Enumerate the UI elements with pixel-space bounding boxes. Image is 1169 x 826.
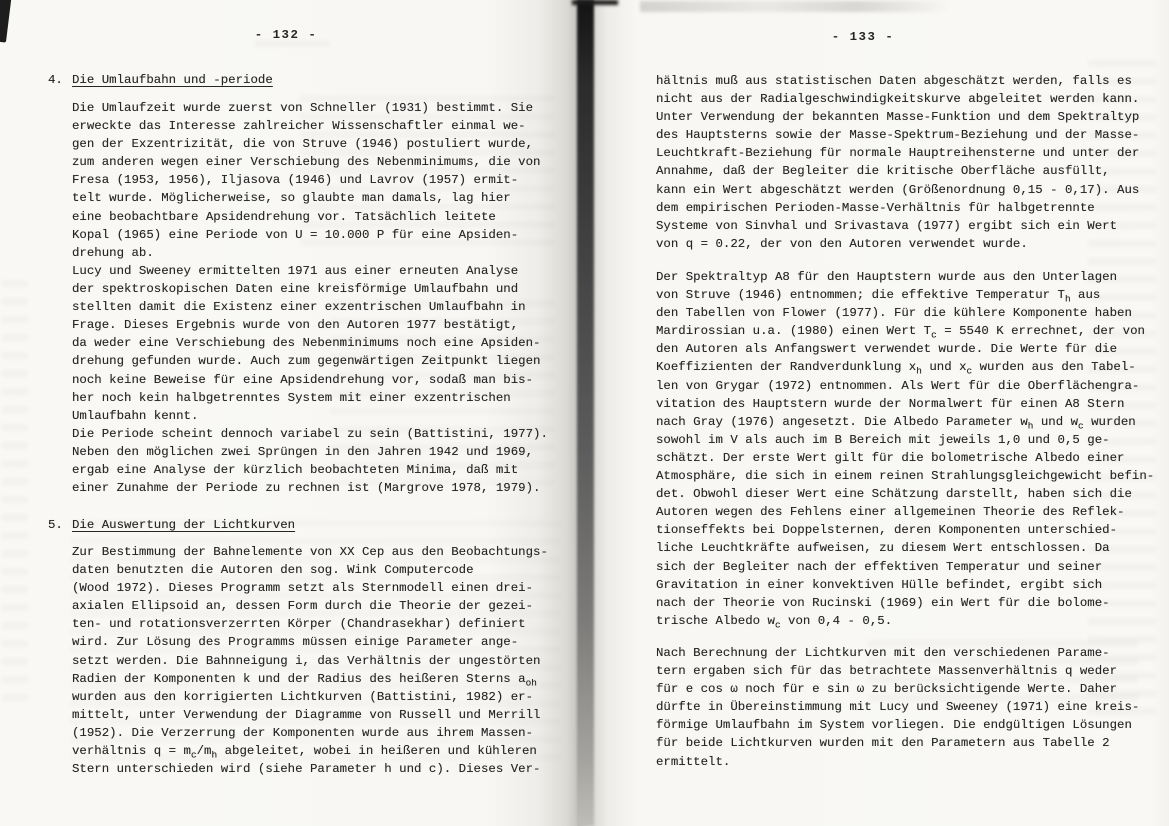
text-line: gen der Exzentrizität, die von Struve (1946) postuliert wurde, bbox=[72, 137, 534, 152]
text-line: von q = 0.22, der von den Autoren verwendet wurde. bbox=[656, 236, 1028, 251]
text-line: verhältnis $q = m_c/m_h$ abgeleitet, wobei in heißeren und kühleren bbox=[72, 744, 537, 761]
paragraph bbox=[656, 268, 1161, 630]
text-line: erweckte das Interesse zahlreicher Wissenschaftler einmal we- bbox=[72, 119, 526, 134]
text-line: Zur Bestimmung der Bahnelemente von XX Cep aus den Beobachtungs- bbox=[72, 545, 548, 559]
text-line: (1952). Die Verzerrung der Komponenten wurde aus ihrem Massen- bbox=[72, 725, 534, 740]
text-line: det. Obwohl dieser Wert eine Schätzung darstellt, haben sich die bbox=[656, 487, 1132, 502]
text-line: stellten damit die Existenz einer exzentrischen Umlaufbahn in bbox=[72, 300, 526, 315]
text-line: ergab eine Analyse der kürzlich beobachteten Minima, daß mit bbox=[72, 463, 519, 478]
text-line: des Hauptsterns sowie der Masse-Spektrum-Beziehung und der Masse- bbox=[656, 128, 1140, 143]
text-line: len von Grygar (1972) entnommen. Als Wert für die Oberflächengra- bbox=[656, 378, 1140, 393]
section-number: 5. bbox=[48, 518, 63, 532]
text-line: tionseffekts bei Doppelsternen, deren Komponenten unterschied- bbox=[656, 523, 1118, 538]
text-line: förmige Umlaufbahn im System vorliegen. Die endgültigen Lösungen bbox=[656, 718, 1132, 733]
page-gutter bbox=[577, 0, 594, 826]
text-line: tern ergaben sich für das betrachtete Massenverhältnis q weder bbox=[656, 664, 1118, 679]
text-line: Stern unterschieden wird (siehe Parameter h und c). Dieses Ver- bbox=[72, 762, 541, 777]
paragraph bbox=[72, 262, 572, 425]
text-line: Atmosphäre, die sich in einem reinen Strahlungsgleichgewicht befin- bbox=[656, 469, 1155, 484]
text-line: kann ein Wert abgeschätzt werden (Größenordnung 0,15 - 0,17). Aus bbox=[656, 182, 1140, 197]
text-line: nach Gray (1976) angesetzt. Die Albedo Parameter $w_h$ und $w_c$ wurden bbox=[656, 414, 1136, 432]
text-line: Nach Berechnung der Lichtkurven mit den verschiedenen Parame- bbox=[656, 646, 1110, 660]
section-number: 4. bbox=[48, 73, 63, 87]
text-line: Unter Verwendung der bekannten Masse-Funktion und dem Spektraltyp bbox=[656, 110, 1140, 125]
text-line: axialen Ellipsoid an, dessen Form durch die Theorie der gezei- bbox=[72, 599, 534, 614]
text-line: sich der Begleiter nach der effektiven Temperatur und seiner bbox=[656, 559, 1103, 574]
text-line: dürfte in Übereinstimmung mit Lucy und Sweeney (1971) eine kreis- bbox=[656, 700, 1140, 715]
text-line: dem empirischen Perioden-Masse-Verhältnis für halbgetrennte bbox=[656, 200, 1095, 215]
text-line: (Wood 1972). Dieses Programm setzt als Sternmodell einen drei- bbox=[72, 581, 534, 596]
text-line: Kopal (1965) eine Periode von U = 10.000 P für eine Apsiden- bbox=[72, 227, 519, 242]
text-line: Die Umlaufzeit wurde zuerst von Schneller (1931) bestimmt. Sie bbox=[72, 101, 534, 115]
text-line: Die Periode scheint dennoch variabel zu sein (Battistini, 1977). bbox=[72, 427, 548, 441]
text-line: schätzt. Der erste Wert gilt für die bolometrische Albedo einer bbox=[656, 450, 1125, 465]
text-line: vitation des Hauptstern wurde der Normalwert für einen A8 Stern bbox=[656, 396, 1125, 411]
text-line: liche Leuchtkräfte aufweisen, zu diesem Wert entschlossen. Da bbox=[656, 541, 1110, 556]
text-line: zum anderen wegen einer Verschiebung des Nebenminimums, die von bbox=[72, 155, 541, 170]
text-line: Gravitation in einer konvektiven Hülle befindet, ergibt sich bbox=[656, 577, 1103, 592]
text-line: Der Spektraltyp A8 für den Hauptstern wurde aus den Unterlagen bbox=[656, 270, 1118, 284]
text-line: den Tabellen von Flower (1977). Für die kühlere Komponente haben bbox=[656, 306, 1132, 321]
paragraph bbox=[72, 425, 572, 497]
text-line: Leuchtkraft-Beziehung für normale Hauptreihensterne und unter der bbox=[656, 146, 1140, 161]
scan-artifact bbox=[572, 0, 618, 5]
text-line: drehung ab. bbox=[72, 245, 154, 260]
text-line: Mardirossian u.a. (1980) einen Wert $T_c = 5540$ K errechnet, der von bbox=[656, 324, 1145, 341]
text-line: sowohl im V als auch im B Bereich mit jeweils 1,0 und 0,5 ge- bbox=[656, 432, 1110, 447]
text-line: telt wurde. Möglicherweise, so glaubte man damals, lag hier bbox=[72, 191, 511, 206]
text-line: wird. Zur Lösung des Programms müssen einige Parameter ange- bbox=[72, 635, 519, 650]
text-line: Radien der Komponenten k und der Radius des heißeren Sterns $a_{oh}$ bbox=[72, 671, 537, 689]
text-line: trische Albedo $w_c$ von 0,4 - 0,5. bbox=[656, 613, 893, 631]
text-line: Annahme, daß der Begleiter die kritische Oberfläche ausfüllt, bbox=[656, 164, 1110, 179]
text-line: her noch kein halbgetrenntes System mit einer exzentrischen bbox=[72, 390, 511, 405]
section-title: Die Umlaufbahn und -periode bbox=[72, 73, 273, 87]
section-heading bbox=[48, 71, 572, 89]
text-line: mittelt, unter Verwendung der Diagramme von Russell und Merrill bbox=[72, 707, 541, 722]
paragraph bbox=[656, 644, 1161, 771]
text-line: Neben den möglichen zwei Sprüngen in den Jahren 1942 und 1969, bbox=[72, 445, 534, 460]
text-line: von Struve (1946) entnommen; die effektive Temperatur $T_h$ aus bbox=[656, 288, 1101, 305]
text-line: Lucy und Sweeney ermittelten 1971 aus einer erneuten Analyse bbox=[72, 264, 519, 278]
text-line: für e cos ω noch für e sin ω zu berücksichtigende Werte. Daher bbox=[656, 682, 1118, 697]
text-line: Umlaufbahn kennt. bbox=[72, 408, 199, 423]
text-line: einer Zunahme der Periode zu rechnen ist (Margrove 1978, 1979). bbox=[72, 481, 541, 496]
section-title: Die Auswertung der Lichtkurven bbox=[72, 518, 296, 532]
page-number-left: - 132 - bbox=[254, 28, 318, 42]
text-line: ten- und rotationsverzerrten Körper (Chandrasekhar) definiert bbox=[72, 617, 526, 632]
text-line: Autoren wegen des Fehlens einer allgemeinen Theorie des Reflek- bbox=[656, 505, 1125, 520]
paragraph bbox=[72, 543, 572, 778]
text-line: der spektroskopischen Daten eine kreisförmige Umlaufbahn und bbox=[72, 282, 519, 297]
text-line: ermittelt. bbox=[656, 754, 731, 769]
text-line: nach der Theorie von Rucinski (1969) ein Wert für die bolome- bbox=[656, 595, 1110, 610]
text-line: wurden aus den korrigierten Lichtkurven (Battistini, 1982) er- bbox=[72, 689, 534, 704]
text-line: Frage. Dieses Ergebnis wurde von den Autoren 1977 bestätigt, bbox=[72, 318, 519, 333]
text-line: Fresa (1953, 1956), Iljasova (1946) und Lavrov (1957) ermit- bbox=[72, 173, 519, 188]
paragraph bbox=[656, 72, 1161, 253]
section-heading bbox=[48, 516, 572, 534]
text-line: drehung gefunden wurde. Auch zum gegenwärtigen Zeitpunkt liegen bbox=[72, 354, 541, 369]
text-line: hältnis muß aus statistischen Daten abgeschätzt werden, falls es bbox=[656, 74, 1132, 88]
text-line: noch keine Beweise für eine Apsidendrehung vor, sodaß man bis- bbox=[72, 372, 534, 387]
text-line: setzt werden. Die Bahnneigung i, das Verhältnis der ungestörten bbox=[72, 653, 541, 668]
paragraph bbox=[72, 99, 572, 262]
page-number-right: - 133 - bbox=[831, 30, 895, 44]
text-line: da weder eine Verschiebung des Nebenminimums noch eine Apsiden- bbox=[72, 336, 541, 351]
text-line: eine beobachtbare Apsidendrehung vor. Tatsächlich leitete bbox=[72, 209, 496, 224]
text-line: für beide Lichtkurven wurden mit den Parametern aus Tabelle 2 bbox=[656, 736, 1110, 751]
text-line: daten benutzten die Autoren den sog. Wink Computercode bbox=[72, 563, 474, 578]
text-line: den Autoren als Anfangswert verwendet wurde. Die Werte für die bbox=[656, 342, 1118, 357]
text-line: Systeme von Sinvhal und Srivastava (1977) ergibt sich ein Wert bbox=[656, 218, 1118, 233]
text-line: nicht aus der Radialgeschwindigkeitskurve abgeleitet werden kann. bbox=[656, 92, 1140, 107]
text-line: Koeffizienten der Randverdunklung $x_h$ und $x_c$ wurden aus den Tabel- bbox=[656, 360, 1136, 377]
